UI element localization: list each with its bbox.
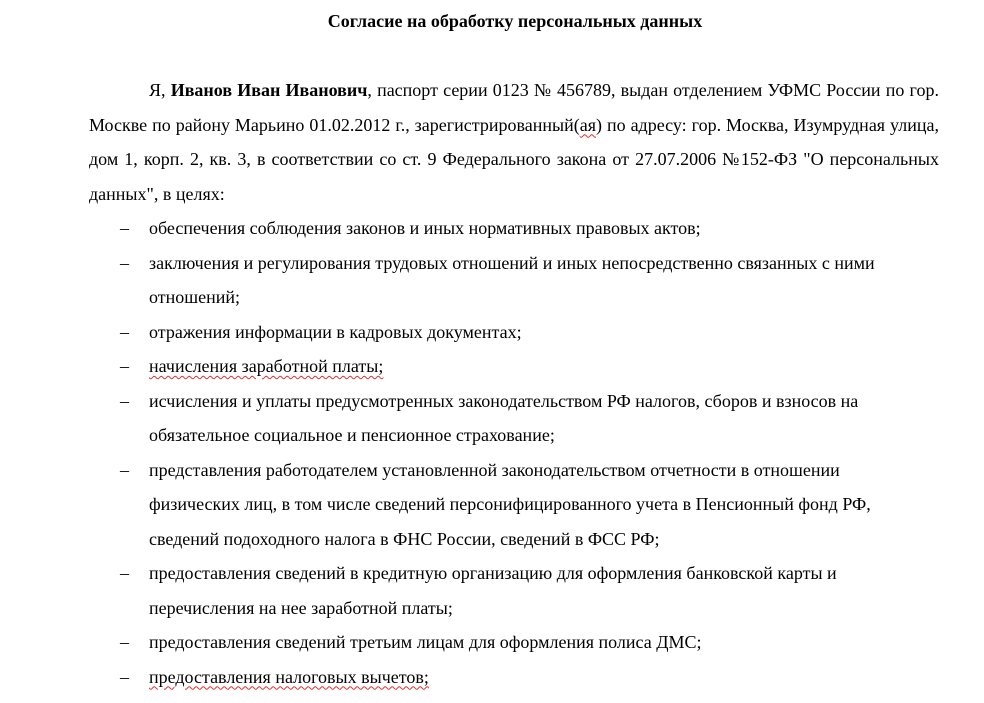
bullet-dash: – bbox=[120, 252, 129, 273]
purpose-text: начисления заработной платы; bbox=[149, 356, 384, 376]
bullet-dash: – bbox=[120, 666, 129, 687]
list-item bbox=[0, 246, 929, 315]
list-item bbox=[0, 349, 929, 384]
list-item bbox=[0, 384, 929, 453]
purpose-text: обеспечения соблюдения законов и иных нормативных правовых актов; bbox=[149, 218, 701, 238]
purpose-text: исчисления и уплаты предусмотренных законодательством РФ налогов, сборов и взносов на обязательное социальное и пенсионное страхование; bbox=[149, 390, 859, 445]
bullet-dash: – bbox=[120, 218, 129, 238]
bullet-dash: – bbox=[120, 459, 129, 480]
purpose-text: представления работодателем установленной законодательством отчетности в отношении физических лиц, в том числе сведений персонифицированного учета в Пенсионный фонд РФ, сведений подоходного налога в ФНС России, сведений в ФСС РФ; bbox=[149, 459, 871, 549]
bullet-dash: – bbox=[120, 321, 129, 342]
list-item bbox=[0, 556, 929, 625]
document-title: Согласие на обработку персональных данных bbox=[327, 11, 703, 31]
purpose-text: предоставления налоговых вычетов; bbox=[149, 666, 429, 687]
intro-text-part-2: ) по адресу: гор. Москва, Изумрудная улица, дом 1, корп. 2, кв. 3, в соответствии со ст. 9 Федерального закона от 27.07.2006 №152-ФЗ "О персональных данных", в целях: bbox=[89, 114, 940, 204]
purpose-text: заключения и регулирования трудовых отношений и иных непосредственно связанных с ними отношений; bbox=[149, 252, 875, 307]
spellcheck-marked-word: ая bbox=[579, 114, 596, 135]
purpose-text: предоставления сведений в кредитную организацию для оформления банковской карты и перечисления на нее заработной платы; bbox=[149, 563, 837, 618]
bullet-dash: – bbox=[120, 356, 129, 376]
purposes-list bbox=[0, 211, 984, 694]
list-item bbox=[0, 453, 929, 557]
intro-paragraph bbox=[89, 73, 939, 211]
list-item bbox=[0, 625, 929, 660]
list-item bbox=[0, 211, 929, 246]
intro-text-part-1: , паспорт серии 0123 № 456789, выдан отделением УФМС России по гор. Москве по району Марьино 01.02.2012 г., зарегистрированный( bbox=[89, 80, 939, 135]
intro-prefix: Я, bbox=[149, 80, 171, 100]
purpose-text: отражения информации в кадровых документах; bbox=[149, 321, 522, 342]
person-full-name: Иванов Иван Иванович bbox=[170, 80, 368, 100]
purpose-text: предоставления сведений третьим лицам для оформления полиса ДМС; bbox=[149, 632, 702, 652]
bullet-dash: – bbox=[120, 632, 129, 652]
list-item bbox=[0, 315, 929, 350]
bullet-dash: – bbox=[120, 390, 129, 411]
list-item bbox=[0, 660, 929, 695]
bullet-dash: – bbox=[120, 563, 129, 583]
